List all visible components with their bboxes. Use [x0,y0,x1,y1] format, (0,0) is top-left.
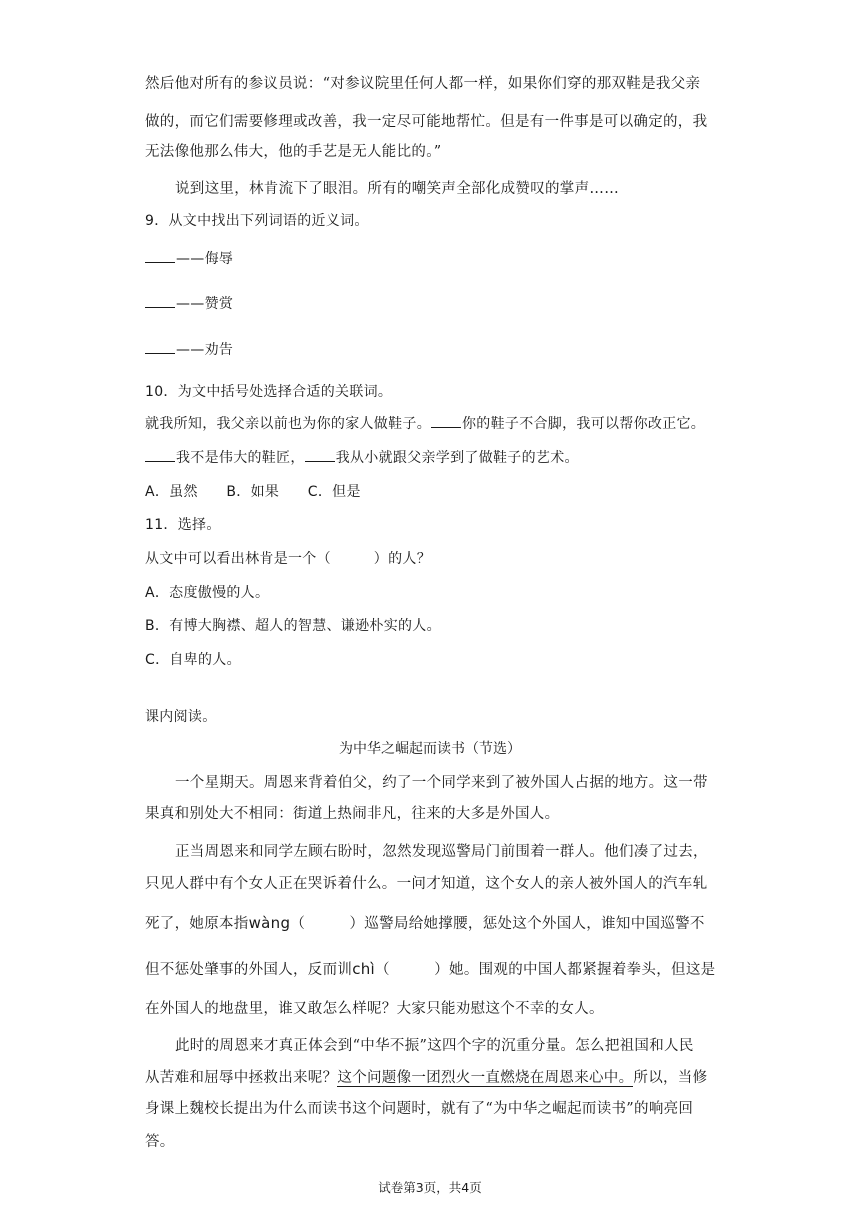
passage-line: 一个星期天。周恩来背着伯父，约了一个同学来到了被外国人占据的地方。这一带 [175,775,708,791]
section-heading: 课内阅读。 [145,709,217,725]
question-11-title: 11．选择。 [145,517,221,533]
passage-line: 只见人群中有个女人正在哭诉着什么。一问才知道，这个女人的亲人被外国人的汽车轧 [145,876,708,892]
question-9-title: 9．从文中找出下列词语的近义词。 [145,213,369,229]
answer-blank[interactable] [431,415,461,428]
passage-line: 正当周恩来和同学左顾右盼时，忽然发现巡警局门前围着一群人。他们凑了过去， [175,844,708,860]
passage-line: 说到这里，林肯流下了眼泪。所有的嘲笑声全部化成赞叹的掌声…… [175,181,619,197]
passage-line: 果真和别处大不相同：街道上热闹非凡，往来的大多是外国人。 [145,806,560,822]
q10-sentence: 我不是伟大的鞋匠， 我从小就跟父亲学到了做鞋子的艺术。 [145,447,579,467]
q10-options: A．虽然 B．如果 C．但是 [145,484,361,500]
question-10-title: 10．为文中括号处选择合适的关联词。 [145,384,393,400]
passage-line: 然后他对所有的参议员说：“对参议院里任何人都一样，如果你们穿的那双鞋是我父亲 [145,76,701,92]
q9-item: ——赞赏 [145,293,233,313]
answer-blank[interactable] [145,295,175,308]
q10-sentence: 就我所知，我父亲以前也为你的家人做鞋子。 你的鞋子不合脚，我可以帮你改正它。 [145,416,706,432]
pinyin-prompt: wàng [248,914,291,932]
passage-line: 此时的周恩来才真正体会到“中华不振”这四个字的沉重分量。怎么把祖国和人民 [175,1038,694,1054]
passage-line: 身课上魏校长提出为什么而读书这个问题时，就有了“为中华之崛起而读书”的响亮回 [145,1101,694,1117]
q9-item: ——侮辱 [145,248,233,268]
underlined-sentence: 这个问题像一团烈火一直燃烧在周恩来心中。 [337,1070,634,1086]
passage-line: 无法像他那么伟大，他的手艺是无人能比的。” [145,144,442,160]
q11-option-a: A．态度傲慢的人。 [145,585,270,601]
answer-blank[interactable] [305,449,335,462]
passage-line: 但不惩处肇事的外国人，反而训chì（ ）她。围观的中国人都紧握着拳头，但这是 [145,960,716,978]
page-footer: 试卷第3页，共4页 [378,1180,482,1195]
q11-option-b: B．有博大胸襟、超人的智慧、谦逊朴实的人。 [145,618,441,634]
answer-blank[interactable] [145,341,175,354]
pinyin-prompt: chì [352,960,376,978]
passage-line: 答。 [145,1134,175,1150]
passage-line: 死了，她原本指wàng（ ）巡警局给她撑腰，惩处这个外国人，谁知中国巡警不 [145,914,705,932]
answer-blank[interactable] [145,449,175,462]
passage-line: 在外国人的地盘里，谁又敢怎么样呢？大家只能劝慰这个不幸的女人。 [145,1001,604,1017]
answer-blank[interactable] [145,250,175,263]
passage-title: 为中华之崛起而读书（节选） [339,741,521,757]
q11-option-c: C．自卑的人。 [145,652,241,668]
q9-item: ——劝告 [145,339,233,359]
q11-question: 从文中可以看出林肯是一个（ ）的人？ [145,551,431,567]
passage-line: 做的，而它们需要修理或改善，我一定尽可能地帮忙。但是有一件事是可以确定的，我 [145,114,708,130]
passage-line: 从苦难和屈辱中拯救出来呢？这个问题像一团烈火一直燃烧在周恩来心中。所以，当修 [145,1070,708,1086]
answer-blank[interactable]: （ ）她。围观的中国人都紧握着拳头，但这是 [375,962,716,978]
answer-blank[interactable]: （ ）巡警局给她撑腰，惩处这个外国人，谁知中国巡警不 [290,916,705,932]
